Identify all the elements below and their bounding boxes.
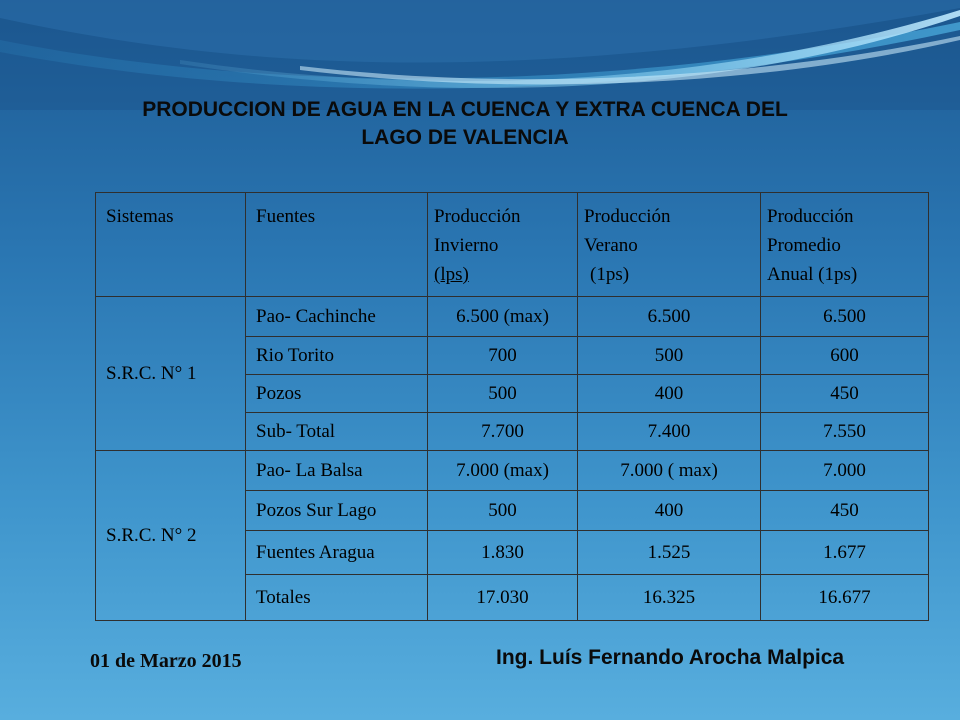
table-header-row bbox=[96, 193, 929, 297]
source-cell: Pao- La Balsa bbox=[246, 451, 428, 491]
header-produccion-promedio bbox=[761, 193, 929, 297]
header-invierno-line-2: Invierno bbox=[434, 235, 499, 256]
table-row bbox=[96, 297, 929, 337]
header-promedio-line-3: Anual (1ps) bbox=[767, 264, 858, 285]
header-produccion-invierno bbox=[428, 193, 578, 297]
footer-author: Ing. Luís Fernando Arocha Malpica bbox=[496, 646, 845, 669]
promedio-cell: 7.000 bbox=[761, 451, 929, 491]
system-cell-src-1: S.R.C. N° 1 bbox=[96, 297, 246, 451]
water-production-table bbox=[95, 192, 929, 621]
invierno-cell: 17.030 bbox=[428, 575, 578, 621]
promedio-cell: 1.677 bbox=[761, 531, 929, 575]
slide-title-line-2: LAGO DE VALENCIA bbox=[361, 126, 569, 149]
source-cell: Sub- Total bbox=[246, 413, 428, 451]
source-cell: Totales bbox=[246, 575, 428, 621]
footer-date: 01 de Marzo 2015 bbox=[90, 650, 242, 672]
header-promedio-line-1: Producción bbox=[767, 206, 854, 227]
invierno-cell: 1.830 bbox=[428, 531, 578, 575]
invierno-cell: 700 bbox=[428, 337, 578, 375]
promedio-cell: 600 bbox=[761, 337, 929, 375]
table-row bbox=[96, 451, 929, 491]
invierno-cell: 500 bbox=[428, 491, 578, 531]
verano-cell: 400 bbox=[578, 375, 761, 413]
header-invierno-line-1: Producción bbox=[434, 206, 521, 227]
invierno-cell: 7.700 bbox=[428, 413, 578, 451]
header-fuentes: Fuentes bbox=[246, 193, 428, 297]
source-cell: Fuentes Aragua bbox=[246, 531, 428, 575]
header-verano-line-1: Producción bbox=[584, 206, 671, 227]
verano-cell: 1.525 bbox=[578, 531, 761, 575]
promedio-cell: 450 bbox=[761, 375, 929, 413]
header-promedio-line-2: Promedio bbox=[767, 235, 841, 256]
promedio-cell: 6.500 bbox=[761, 297, 929, 337]
invierno-cell: 500 bbox=[428, 375, 578, 413]
slide-title-line-1: PRODUCCION DE AGUA EN LA CUENCA Y EXTRA CUENCA DEL bbox=[142, 98, 788, 121]
verano-cell: 16.325 bbox=[578, 575, 761, 621]
verano-cell: 7.400 bbox=[578, 413, 761, 451]
invierno-cell: 7.000 (max) bbox=[428, 451, 578, 491]
header-verano-line-3: (1ps) bbox=[590, 264, 630, 285]
header-invierno-line-3: (lps) bbox=[434, 264, 469, 285]
header-verano-line-2: Verano bbox=[584, 235, 638, 256]
system-cell-src-2: S.R.C. N° 2 bbox=[96, 451, 246, 621]
verano-cell: 6.500 bbox=[578, 297, 761, 337]
source-cell: Pozos Sur Lago bbox=[246, 491, 428, 531]
promedio-cell: 450 bbox=[761, 491, 929, 531]
header-produccion-verano bbox=[578, 193, 761, 297]
promedio-cell: 16.677 bbox=[761, 575, 929, 621]
source-cell: Pozos bbox=[246, 375, 428, 413]
verano-cell: 400 bbox=[578, 491, 761, 531]
source-cell: Rio Torito bbox=[246, 337, 428, 375]
verano-cell: 500 bbox=[578, 337, 761, 375]
slide-title bbox=[60, 96, 870, 152]
invierno-cell: 6.500 (max) bbox=[428, 297, 578, 337]
verano-cell: 7.000 ( max) bbox=[578, 451, 761, 491]
promedio-cell: 7.550 bbox=[761, 413, 929, 451]
header-sistemas: Sistemas bbox=[96, 193, 246, 297]
source-cell: Pao- Cachinche bbox=[246, 297, 428, 337]
header-swoosh-decoration bbox=[0, 0, 960, 110]
